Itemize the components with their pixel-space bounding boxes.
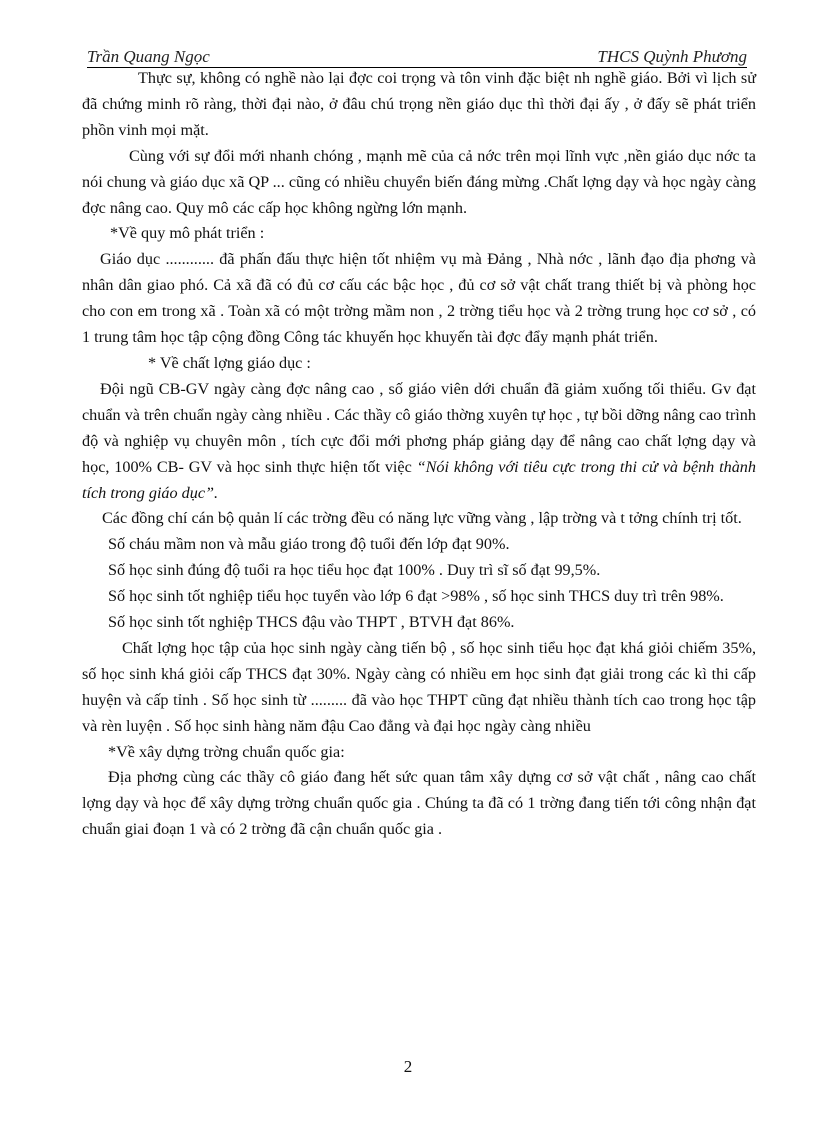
paragraph-text: * Về chất lợng giáo dục : <box>148 353 311 372</box>
paragraph-text: Cùng với sự đổi mới nhanh chóng , mạnh mẽ của cả nớc trên mọi lĩnh vực ,nền giáo dục nớc ta nói chung và giáo dục xã QP ... cũng có nhiều chuyển biến đáng mừng .Chất lợng dạy và học ngày càng đợc nâng cao. Quy mô các cấp học không ngừng lớn mạnh. <box>82 146 756 217</box>
italic-quote: “Nói không với tiêu cực trong thi cử và bệnh thành tích trong giáo dục”. <box>82 457 756 502</box>
paragraph-text: Chất lợng học tập của học sinh ngày càng tiến bộ , số học sinh tiểu học đạt khá giỏi chiếm 35%, số học sinh khá giỏi cấp THCS đạt 30%. Ngày càng có nhiều em học sinh đạt giải trong các kì thi cấp huyện và cấp tỉnh . Số học sinh từ ......... đã vào học THPT cũng đạt nhiều thành tích cao trong học tập và rèn luyện . Số học sinh hàng năm đậu Cao đẳng và đại học ngày càng nhiều <box>82 638 756 735</box>
paragraph <box>82 584 756 610</box>
paragraph <box>82 532 756 558</box>
paragraph <box>82 765 756 843</box>
paragraph <box>82 740 756 766</box>
paragraph-text: Giáo dục ............ đã phấn đấu thực hiện tốt nhiệm vụ mà Đảng , Nhà nớc , lãnh đạo địa phơng và nhân dân giao phó. Cả xã đã có đủ cơ cấu các bậc học , đủ cơ sở vật chất trang thiết bị và phòng học cho con em trong xã . Toàn xã có một trờng mầm non , 2 trờng tiểu học và 2 trờng trung học cơ sở , có 1 trung tâm học tập cộng đồng Công tác khuyến học khuyến tài đợc đẩy mạnh phát triển. <box>82 250 756 347</box>
paragraph <box>82 506 756 532</box>
paragraph-text: *Về xây dựng trờng chuẩn quốc gia: <box>108 742 345 761</box>
paragraph-text: Đội ngũ CB-GV ngày càng đợc nâng cao , số giáo viên dới chuẩn đã giảm xuống tối thiểu. Gv đạt chuẩn và trên chuẩn ngày càng nhiều . Các thầy cô giáo thờng xuyên tự học , tự bồi dỡng nâng cao trình độ và nghiệp vụ chuyên môn , tích cực đổi mới phơng pháp giảng dạy để nâng cao chất lợng dạy và học, 100% CB- GV và học sinh thực hiện tốt việc <box>82 379 756 476</box>
paragraph-text: Các đồng chí cán bộ quản lí các trờng đều có năng lực vững vàng , lập trờng và t tởng chính trị tốt. <box>102 509 742 528</box>
paragraph <box>82 144 756 222</box>
document-body <box>82 66 756 843</box>
paragraph <box>82 247 756 351</box>
paragraph-text: *Về quy mô phát triển : <box>110 224 265 243</box>
paragraph-text: Số học sinh tốt nghiệp tiểu học tuyển vào lớp 6 đạt >98% , số học sinh THCS duy trì trên 98%. <box>108 587 724 606</box>
paragraph <box>82 558 756 584</box>
paragraph <box>82 610 756 636</box>
paragraph <box>82 351 756 377</box>
paragraph-text: Số học sinh tốt nghiệp THCS đậu vào THPT , BTVH đạt 86%. <box>108 613 515 632</box>
header-author: Trần Quang Ngọc <box>87 47 210 66</box>
paragraph <box>82 66 756 144</box>
paragraph-text: Địa phơng cùng các thầy cô giáo đang hết sức quan tâm xây dựng cơ sở vật chất , nâng cao chất lợng dạy và học để xây dựng trờng chuẩn quốc gia . Chúng ta đã có 1 trờng đang tiến tới công nhận đạt chuẩn giai đoạn 1 và có 2 trờng đã cận chuẩn quốc gia . <box>82 768 756 839</box>
paragraph-text: Số cháu mầm non và mẫu giáo trong độ tuổi đến lớp đạt 90%. <box>108 535 510 554</box>
paragraph <box>82 221 756 247</box>
paragraph-text: Số học sinh đúng độ tuổi ra học tiểu học đạt 100% . Duy trì sĩ số đạt 99,5%. <box>108 561 601 580</box>
header-school: THCS Quỳnh Phương <box>597 47 747 66</box>
paragraph <box>82 377 756 507</box>
page-number: 2 <box>403 1057 413 1076</box>
paragraph <box>82 636 756 740</box>
paragraph-text: Thực sự, không có nghề nào lại đợc coi trọng và tôn vinh đặc biệt nh nghề giáo. Bởi vì lịch sử đã chứng minh rõ ràng, thời đại nào, ở đâu chú trọng nền giáo dục thì thời đại ấy , ở đấy sẽ phát triển phồn vinh mọi mặt. <box>82 69 756 139</box>
